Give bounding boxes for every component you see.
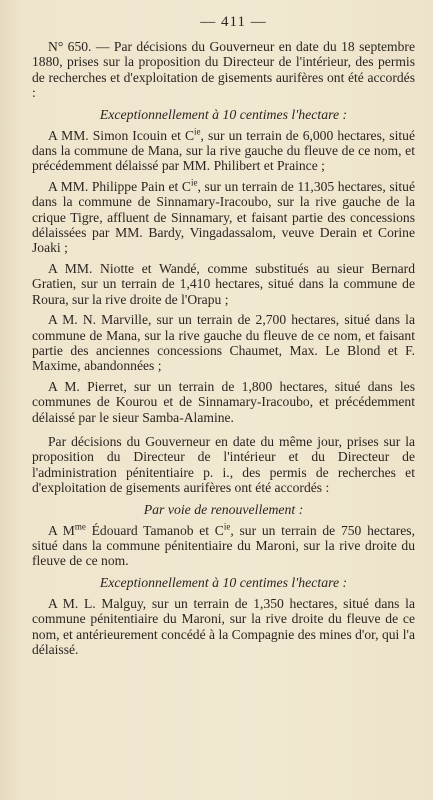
page-number: — 411 — [200, 14, 267, 30]
grant-text: A MM. Simon Icouin et C [48, 127, 195, 143]
superscript: me [74, 521, 86, 532]
grant-paragraph [32, 128, 415, 174]
grant-paragraph: A M. L. Malguy, sur un terrain de 1,350 hectares, situé dans la commune pénitentiaire du Maroni, sur la rive droite du fleuve de ce nom, et antérieurement concédé à la Compagnie des mines d'or, qui l'a délaissé. [32, 595, 415, 657]
grant-text: , sur un terrain de 11,305 hectares, situé dans la commune de Sinnamary-Iracoubo, sur la rive gauche de la crique Tigre, affluent de Sinnamary, et faisant partie des concessions délaissées par MM. Bardy, Vingadassalom, veuve Derain et Corine Joaki ; [32, 178, 415, 256]
grant-paragraph [32, 179, 415, 256]
superscript: ie [194, 126, 201, 137]
grant-paragraph: A M. N. Marville, sur un terrain de 2,700 hectares, situé dans la commune de Mana, sur la rive gauche du fleuve de ce nom, et faisant partie des anciennes concessions Chaumet, Max. Le Blond et F. Maxime, abandonnées ; [32, 312, 415, 374]
grant-paragraph: A M. Pierret, sur un terrain de 1,800 hectares, situé dans les communes de Kourou et de Sinnamary-Iracoubo, et précédemment délaissé par le sieur Samba-Alamine. [32, 378, 415, 425]
grant-text: A M [48, 522, 75, 538]
superscript: ie [190, 177, 198, 188]
decision-paragraph: N° 650. — Par décisions du Gouverneur en date du 18 septembre 1880, prises sur la proposition du Directeur de l'intérieur, des permis de recherches et d'exploitation de gisements aurifères ont été accordés : [32, 39, 415, 101]
section-heading: Par voie de renouvellement : [143, 501, 304, 517]
grant-text: , sur un terrain de 750 hectares, situé dans la commune pénitentiaire du Maroni, sur la rive droite du fleuve de ce nom. [32, 522, 415, 569]
grant-paragraph [32, 523, 415, 569]
section-heading: Exceptionnellement à 10 centimes l'hectare : [99, 574, 348, 590]
superscript: ie [223, 521, 231, 532]
grant-paragraph: A MM. Niotte et Wandé, comme substitués au sieur Bernard Gratien, sur un terrain de 1,410 hectares, situé dans la commune de Roura, sur la rive droite de l'Orapu ; [32, 260, 415, 307]
decision-paragraph: Par décisions du Gouverneur en date du même jour, prises sur la proposition du Directeur de l'intérieur et du Directeur de l'administration pénitentiaire p. i., des permis de recherches et d'exploitation de gisements aurifères ont été accordés : [32, 433, 415, 496]
section-heading: Exceptionnellement à 10 centimes l'hectare : [99, 106, 348, 122]
grant-text: Édouard Tamanob et C [85, 522, 224, 538]
grant-text: , sur un terrain de 6,000 hectares, situé dans la commune de Mana, sur la rive gauche du fleuve de ce nom, et précédemment délaissé par MM. Philibert et Praince ; [32, 127, 415, 174]
grant-text: A MM. Philippe Pain et C [48, 178, 191, 194]
